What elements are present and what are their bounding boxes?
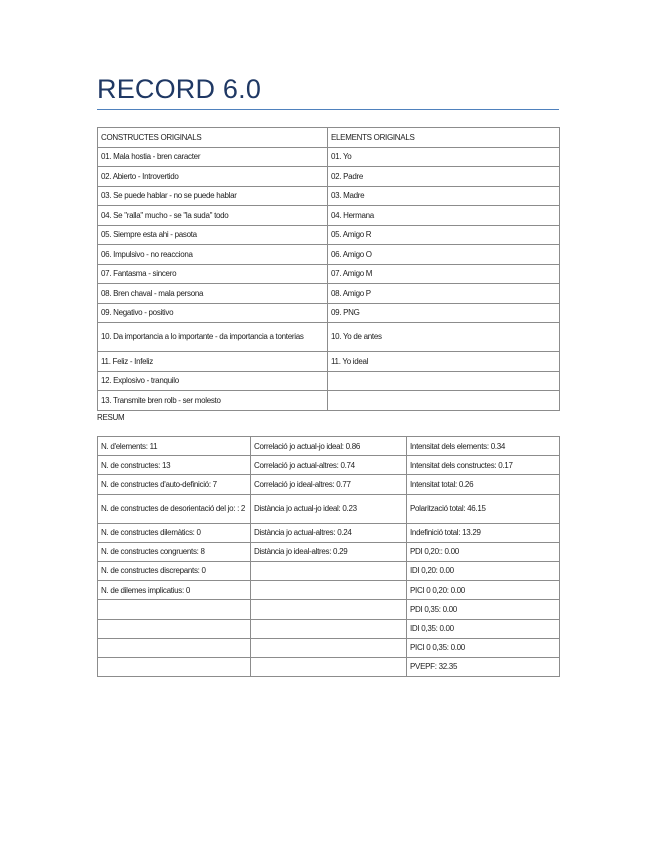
correlation-cell: Distància jo actual-altres: 0.24: [251, 523, 407, 542]
construct-cell: 11. Feliz - Infeliz: [98, 352, 328, 372]
index-cell: PDI 0,35: 0.00: [407, 600, 560, 619]
table-row: [98, 523, 560, 542]
table-row: [98, 371, 560, 391]
count-cell: [98, 619, 251, 638]
index-cell: Intensitat dels elements: 0.34: [407, 437, 560, 456]
table-row: [98, 206, 560, 226]
page-title: RECORD 6.0: [97, 74, 262, 104]
element-cell: 04. Hermana: [328, 206, 560, 226]
index-cell: Polarització total: 46.15: [407, 494, 560, 523]
correlation-cell: [251, 581, 407, 600]
construct-cell: 09. Negativo - positivo: [98, 303, 328, 323]
correlation-cell: [251, 619, 407, 638]
element-cell: 10. Yo de antes: [328, 323, 560, 352]
correlation-cell: Distància jo ideal-altres: 0.29: [251, 542, 407, 561]
element-cell: [328, 391, 560, 411]
element-cell: 01. Yo: [328, 147, 560, 167]
table-row: [98, 561, 560, 580]
count-cell: N. de constructes dilemàtics: 0: [98, 523, 251, 542]
table-row: [98, 600, 560, 619]
count-cell: N. de constructes d'auto-definició: 7: [98, 475, 251, 494]
element-cell: 02. Padre: [328, 167, 560, 187]
correlation-cell: Correlació jo actual-altres: 0.74: [251, 456, 407, 475]
index-cell: PDI 0,20:: 0.00: [407, 542, 560, 561]
construct-cell: 05. Siempre esta ahi - pasota: [98, 225, 328, 245]
element-cell: 05. Amigo R: [328, 225, 560, 245]
element-cell: 03. Madre: [328, 186, 560, 206]
construct-cell: 12. Explosivo - tranquilo: [98, 371, 328, 391]
correlation-cell: [251, 657, 407, 676]
count-cell: N. de constructes discrepants: 0: [98, 561, 251, 580]
index-cell: PICI 0 0,20: 0.00: [407, 581, 560, 600]
table-row: [98, 494, 560, 523]
table-row: [98, 475, 560, 494]
table-row: [98, 225, 560, 245]
table-row: [98, 581, 560, 600]
table-row: [98, 303, 560, 323]
table-row: [98, 619, 560, 638]
table-row: [98, 167, 560, 187]
correlation-cell: Correlació jo ideal-altres: 0.77: [251, 475, 407, 494]
table-row: [98, 391, 560, 411]
correlation-cell: Distància jo actual-jo ideal: 0.23: [251, 494, 407, 523]
count-cell: [98, 600, 251, 619]
summary-table: [97, 436, 560, 677]
index-cell: IDI 0,20: 0.00: [407, 561, 560, 580]
construct-cell: 06. Impulsivo - no reacciona: [98, 245, 328, 265]
count-cell: N. d'elements: 11: [98, 437, 251, 456]
count-cell: [98, 657, 251, 676]
count-cell: N. de constructes de desorientació del jo: : 2: [98, 494, 251, 523]
index-cell: Intensitat total: 0.26: [407, 475, 560, 494]
construct-cell: 04. Se "ralla" mucho - se "la suda" todo: [98, 206, 328, 226]
originals-table: [97, 127, 560, 411]
index-cell: PVEPF: 32.35: [407, 657, 560, 676]
index-cell: Indefinició total: 13.29: [407, 523, 560, 542]
construct-cell: 02. Abierto - Introvertido: [98, 167, 328, 187]
table-row: [98, 542, 560, 561]
table-row: [98, 284, 560, 304]
table-row: [98, 245, 560, 265]
count-cell: [98, 638, 251, 657]
correlation-cell: [251, 600, 407, 619]
construct-cell: CONSTRUCTES ORIGINALS: [98, 128, 328, 148]
construct-cell: 13. Transmite bren rolb - ser molesto: [98, 391, 328, 411]
correlation-cell: [251, 638, 407, 657]
title-divider: [97, 109, 559, 110]
construct-cell: 03. Se puede hablar - no se puede hablar: [98, 186, 328, 206]
construct-cell: 07. Fantasma - sincero: [98, 264, 328, 284]
table-row: [98, 456, 560, 475]
correlation-cell: Correlació jo actual-jo ideal: 0.86: [251, 437, 407, 456]
table-row: [98, 147, 560, 167]
table-row: [98, 352, 560, 372]
table-row: [98, 186, 560, 206]
summary-label: RESUM: [97, 413, 125, 422]
element-cell: [328, 371, 560, 391]
element-cell: 07. Amigo M: [328, 264, 560, 284]
construct-cell: 08. Bren chaval - mala persona: [98, 284, 328, 304]
count-cell: N. de constructes congruents: 8: [98, 542, 251, 561]
element-cell: 08. Amigo P: [328, 284, 560, 304]
table-row: [98, 323, 560, 352]
index-cell: PICI 0 0,35: 0.00: [407, 638, 560, 657]
table-row: [98, 657, 560, 676]
element-cell: 11. Yo ideal: [328, 352, 560, 372]
count-cell: N. de dilemes implicatius: 0: [98, 581, 251, 600]
index-cell: Intensitat dels constructes: 0.17: [407, 456, 560, 475]
construct-cell: 10. Da importancia a lo importante - da importancia a tonterias: [98, 323, 328, 352]
element-cell: 09. PNG: [328, 303, 560, 323]
construct-cell: 01. Mala hostia - bren caracter: [98, 147, 328, 167]
table-row: [98, 437, 560, 456]
element-cell: 06. Amigo O: [328, 245, 560, 265]
element-cell: ELEMENTS ORIGINALS: [328, 128, 560, 148]
table-header-row: [98, 128, 560, 148]
table-row: [98, 638, 560, 657]
count-cell: N. de constructes: 13: [98, 456, 251, 475]
correlation-cell: [251, 561, 407, 580]
index-cell: IDI 0,35: 0.00: [407, 619, 560, 638]
table-row: [98, 264, 560, 284]
